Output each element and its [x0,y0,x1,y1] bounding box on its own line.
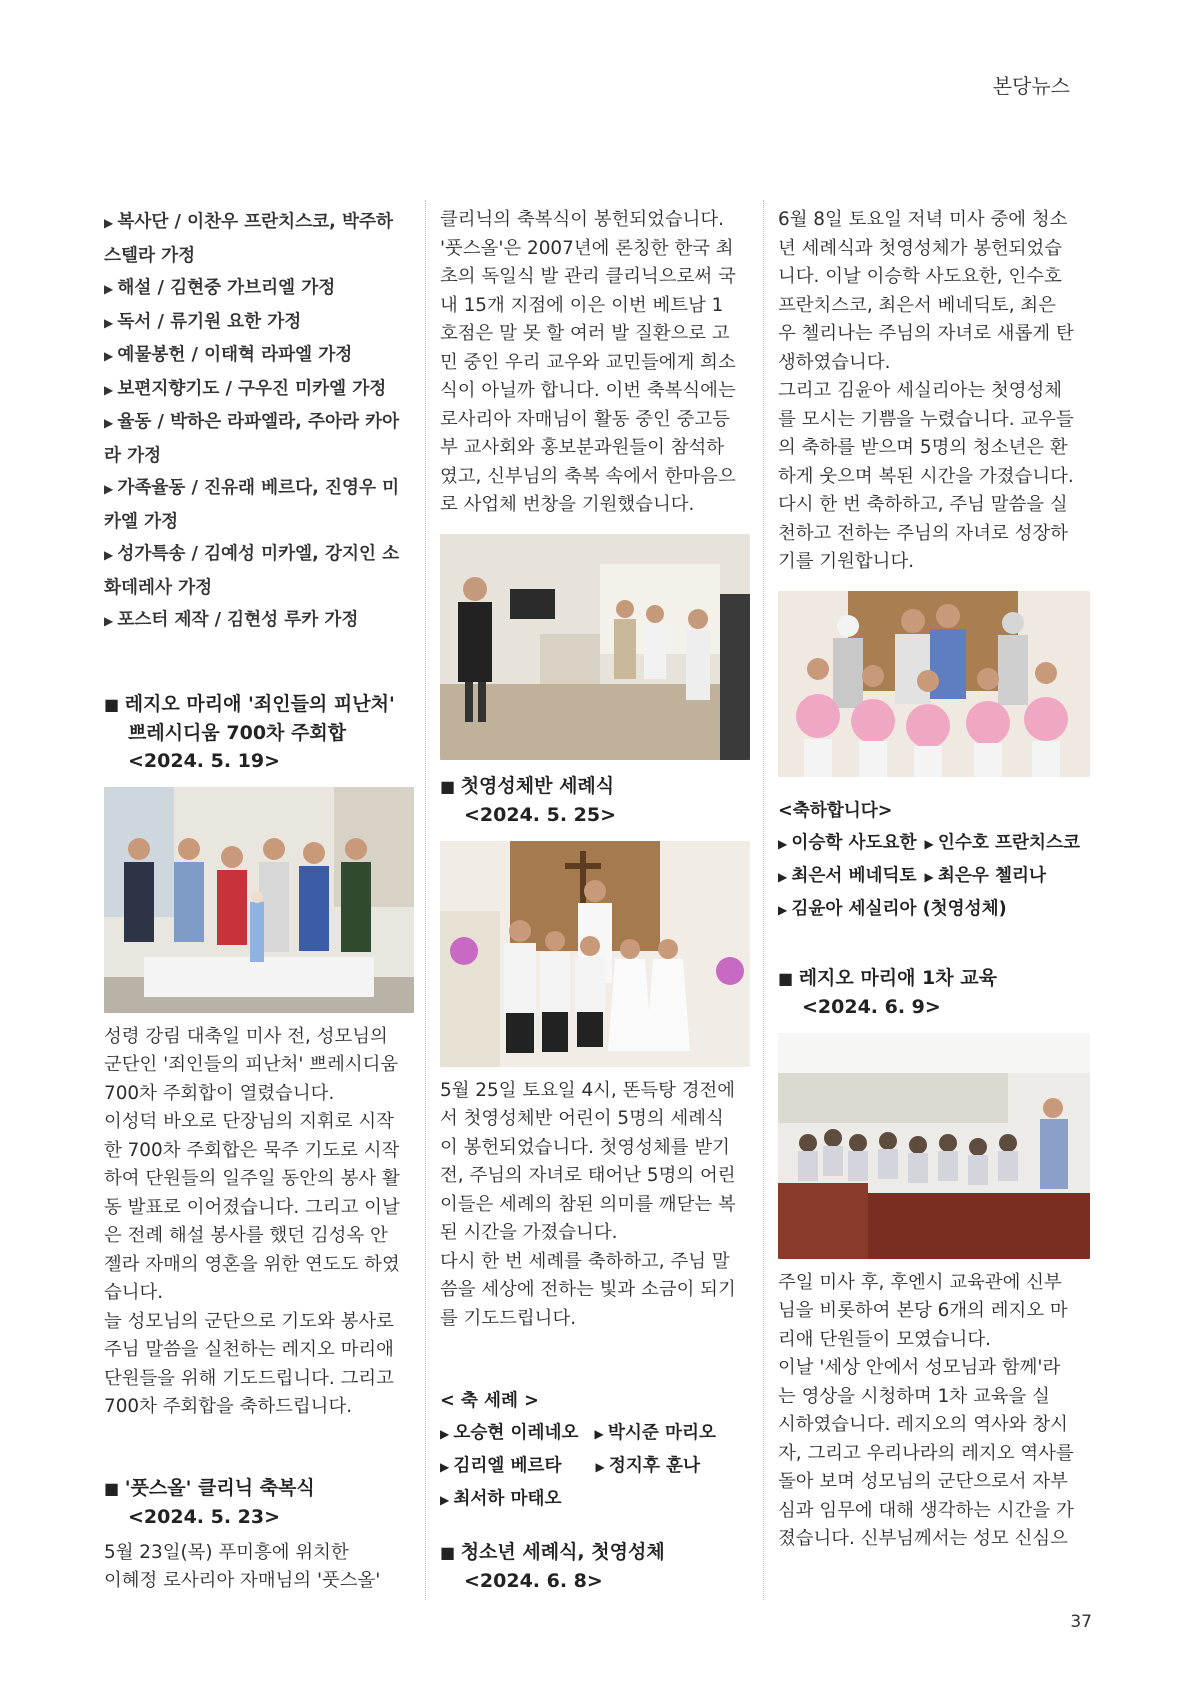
role-item-cont: 스텔라 가정 [104,245,196,266]
legio-body-line: 젤라 자매의 영혼을 위한 연도도 하였 [104,1253,400,1275]
baptism-photo [440,841,750,1067]
baptism-congrats-row [440,1450,750,1483]
clinic-body-line: 였고, 신부님의 축복 속에서 한마음으 [440,465,736,487]
clinic-body-line: 이혜정 로사리아 자매님의 '풋스올' [104,1570,381,1591]
legio-body-line: 700차 주회합을 축하드립니다. [104,1396,353,1417]
clinic-body-line: 로 사업체 번창을 기원했습니다. [440,494,695,515]
role-item: ▶ 성가특송 / 김예성 미카엘, 강지인 소 [104,538,414,572]
edu-body-line: 돌아 보며 성모님의 군단으로서 자부 [778,1471,1068,1492]
youth-body-line: 하게 웃으며 복된 시간을 가졌습니다. [778,465,1074,487]
legio-body-line: 성령 강림 대축일 미사 전, 성모님의 [104,1025,388,1047]
baptism-congrats-row [440,1417,750,1450]
clinic-body-line: 초의 독일식 발 관리 클리닉으로써 국 [440,266,736,287]
baptism-body-line: 를 기도드립니다. [440,1307,577,1329]
clinic-body-line: 내 15개 지점에 이은 이번 베트남 1 [440,294,724,316]
clinic-title: ■ '풋스올' 클리닉 축복식 [104,1474,414,1503]
edu-title: ■ 레지오 마리애 1차 교육 [778,964,1090,993]
role-item: ▶ 예물봉헌 / 이태혁 라파엘 가정 [104,339,414,373]
legio-body-line: 늘 성모님의 군단으로 기도와 봉사로 [104,1310,394,1332]
youth-congrats-row [778,893,1090,926]
clinic-body-line: 5월 23일(목) 푸미흥에 위치한 [104,1541,349,1563]
clinic-body-line: 로사리아 자매님이 활동 중인 중고등 [440,408,730,430]
edu-body-line: 심과 임무에 대해 생각하는 시간을 가 [778,1499,1074,1521]
legio-body-line: 700차 주회합이 열렸습니다. [104,1082,335,1104]
legio-body-line: 군단인 '죄인들의 피난처' 쁘레시디움 [104,1054,399,1075]
baptism-body-line: 5월 25일 토요일 4시, 똔득탕 경전에 [440,1079,736,1101]
role-item: ▶ 해설 / 김현중 가브리엘 가정 [104,272,414,306]
youth-baptism-photo [778,591,1090,777]
youth-date: <2024. 6. 8> [464,1570,603,1592]
youth-congrats-heading: <축하합니다> [778,800,893,821]
youth-name: ▶ 김윤아 세실리아 (첫영성체) [778,899,1007,919]
edu-body-line: 자, 그리고 우리나라의 레지오 역사를 [778,1442,1074,1464]
baptism-name: ▶ 박시준 마리오 [595,1423,717,1443]
youth-title: ■ 청소년 세례식, 첫영성체 [440,1538,750,1567]
clinic-body-line: 클리닉의 축복식이 봉헌되었습니다. [440,209,725,230]
legio-date: <2024. 5. 19> [128,749,281,772]
youth-body-line: 를 모시는 기쁨을 누렸습니다. 교우들 [778,408,1074,430]
clinic-body-line: 호점은 말 못 할 여러 발 질환으로 고 [440,323,730,344]
youth-congrats-row [778,827,1090,860]
column-1 [104,206,414,1596]
legio-group-photo [104,787,414,1013]
legio-body-line: 이성덕 바오로 단장님의 지휘로 시작 [104,1111,394,1132]
role-item: ▶ 가족율동 / 진유래 베르다, 진영우 미 [104,472,414,506]
clinic-body-line: 부 교사회와 홍보분과원들이 참석하 [440,437,725,458]
baptism-name: ▶ 오승현 이레네오 [440,1423,579,1443]
edu-body-line: 이날 '세상 안에서 성모님과 함께'라 [778,1357,1061,1378]
edu-body-line: 시하였습니다. 레지오의 역사와 창시 [778,1414,1068,1435]
youth-body-line: 의 축하를 받으며 5명의 청소년은 환 [778,437,1068,458]
role-item: ▶ 보편지향기도 / 구우진 미카엘 가정 [104,373,414,407]
legio-body-line: 습니다. [104,1282,164,1303]
youth-body-line: 년 세례식과 첫영성체가 봉헌되었습 [778,237,1063,259]
role-item: ▶ 율동 / 박하은 라파엘라, 주아라 카아 [104,406,414,440]
youth-body-line: 천하고 전하는 주님의 자녀로 성장하 [778,522,1068,544]
section-header: 본당뉴스 [992,74,1070,98]
baptism-body-line: 된 시간을 가졌습니다. [440,1222,618,1243]
youth-body-line: 6월 8일 토요일 저녁 미사 중에 청소 [778,209,1068,230]
role-item: ▶ 복사단 / 이찬우 프란치스코, 박주하 [104,206,414,240]
legio-body-line: 주님 말씀을 실천하는 레지오 마리애 [104,1339,394,1360]
clinic-body-line: 식이 아닐까 합니다. 이번 축복식에는 [440,380,736,401]
youth-body-line: 프란치스코, 최은서 베네딕토, 최은 [778,294,1056,316]
legio-body-line: 하여 단원들의 일주일 동안의 봉사 활 [104,1168,400,1189]
edu-date: <2024. 6. 9> [802,995,941,1018]
youth-body-line: 그리고 김윤아 세실리아는 첫영성체 [778,380,1063,401]
baptism-body-line: 다시 한 번 세례를 축하하고, 주님 말 [440,1250,730,1272]
role-item-cont: 카엘 가정 [104,511,179,532]
role-item: ▶ 포스터 제작 / 김현성 루카 가정 [104,604,414,638]
role-item-cont: 라 가정 [104,445,162,466]
baptism-body-line: 전, 주님의 자녀로 태어난 5명의 어린 [440,1165,736,1186]
legio-subtitle: 쁘레시디움 700차 주회합 [128,721,347,744]
baptism-title: ■ 첫영성체반 세례식 [440,772,750,801]
youth-body-line: 니다. 이날 이승학 사도요한, 인수호 [778,266,1062,287]
legio-body-line: 은 전례 해설 봉사를 했던 김성옥 안 [104,1225,388,1246]
column-3 [778,206,1090,1554]
youth-body-line: 생하였습니다. [778,351,891,373]
baptism-body-line: 씀을 세상에 전하는 빛과 소금이 되기 [440,1279,736,1300]
edu-photo [778,1033,1090,1259]
legio-body-line: 한 700차 주회합은 묵주 기도로 시작 [104,1139,400,1161]
column-divider [763,200,764,1600]
edu-body-line: 리애 단원들이 모였습니다. [778,1328,991,1350]
baptism-body-line: 서 첫영성체반 어린이 5명의 세례식 [440,1108,724,1129]
baptism-name: ▶ 최서하 마태오 [440,1489,562,1509]
edu-body-line: 주일 미사 후, 후엔시 교육관에 신부 [778,1271,1062,1293]
clinic-blessing-photo [440,534,750,760]
page-number: 37 [1070,1612,1092,1632]
column-2 [440,206,750,1595]
clinic-date: <2024. 5. 23> [128,1505,281,1528]
role-item: ▶ 독서 / 류기원 요한 가정 [104,306,414,340]
baptism-name: ▶ 김리엘 베르타 [440,1456,562,1476]
clinic-body-line: 민 중인 우리 교우와 교민들에게 희소 [440,351,736,373]
youth-body-line: 기를 기원합니다. [778,551,915,572]
baptism-body-line: 이들은 세례의 참된 의미를 깨닫는 복 [440,1193,736,1215]
legio-body-line: 동 발표로 이어졌습니다. 그리고 이날 [104,1196,400,1218]
youth-body-line: 다시 한 번 축하하고, 주님 말씀을 실 [778,494,1068,515]
youth-congrats-row [778,860,1090,893]
youth-name: ▶ 인수호 프란치스코 [925,833,1081,853]
role-item-cont: 화데레사 가정 [104,577,213,598]
youth-name: ▶ 최은우 첼리나 [925,866,1047,886]
baptism-date: <2024. 5. 25> [464,803,617,826]
youth-body-line: 우 첼리나는 주님의 자녀로 새롭게 탄 [778,323,1074,344]
baptism-name: ▶ 정지후 훈나 [596,1456,701,1476]
baptism-body-line: 이 봉헌되었습니다. 첫영성체를 받기 [440,1136,730,1158]
clinic-body-line: '풋스올'은 2007년에 론칭한 한국 최 [440,237,734,259]
edu-body-line: 님을 비롯하여 본당 6개의 레지오 마 [778,1300,1068,1321]
baptism-congrats-heading: < 축 세례 > [440,1391,539,1411]
baptism-congrats-row [440,1483,750,1516]
edu-body-line: 졌습니다. 신부님께서는 성모 신심으 [778,1528,1068,1549]
youth-name: ▶ 이승학 사도요한 [778,833,917,853]
edu-body-line: 는 영상을 시청하며 1차 교육을 실 [778,1385,1050,1407]
legio-title: ■ 레지오 마리애 '죄인들의 피난처' [104,690,414,719]
column-divider [425,200,426,1600]
legio-body-line: 단원들을 위해 기도드립니다. 그리고 [104,1367,394,1389]
youth-name: ▶ 최은서 베네딕토 [778,866,917,886]
